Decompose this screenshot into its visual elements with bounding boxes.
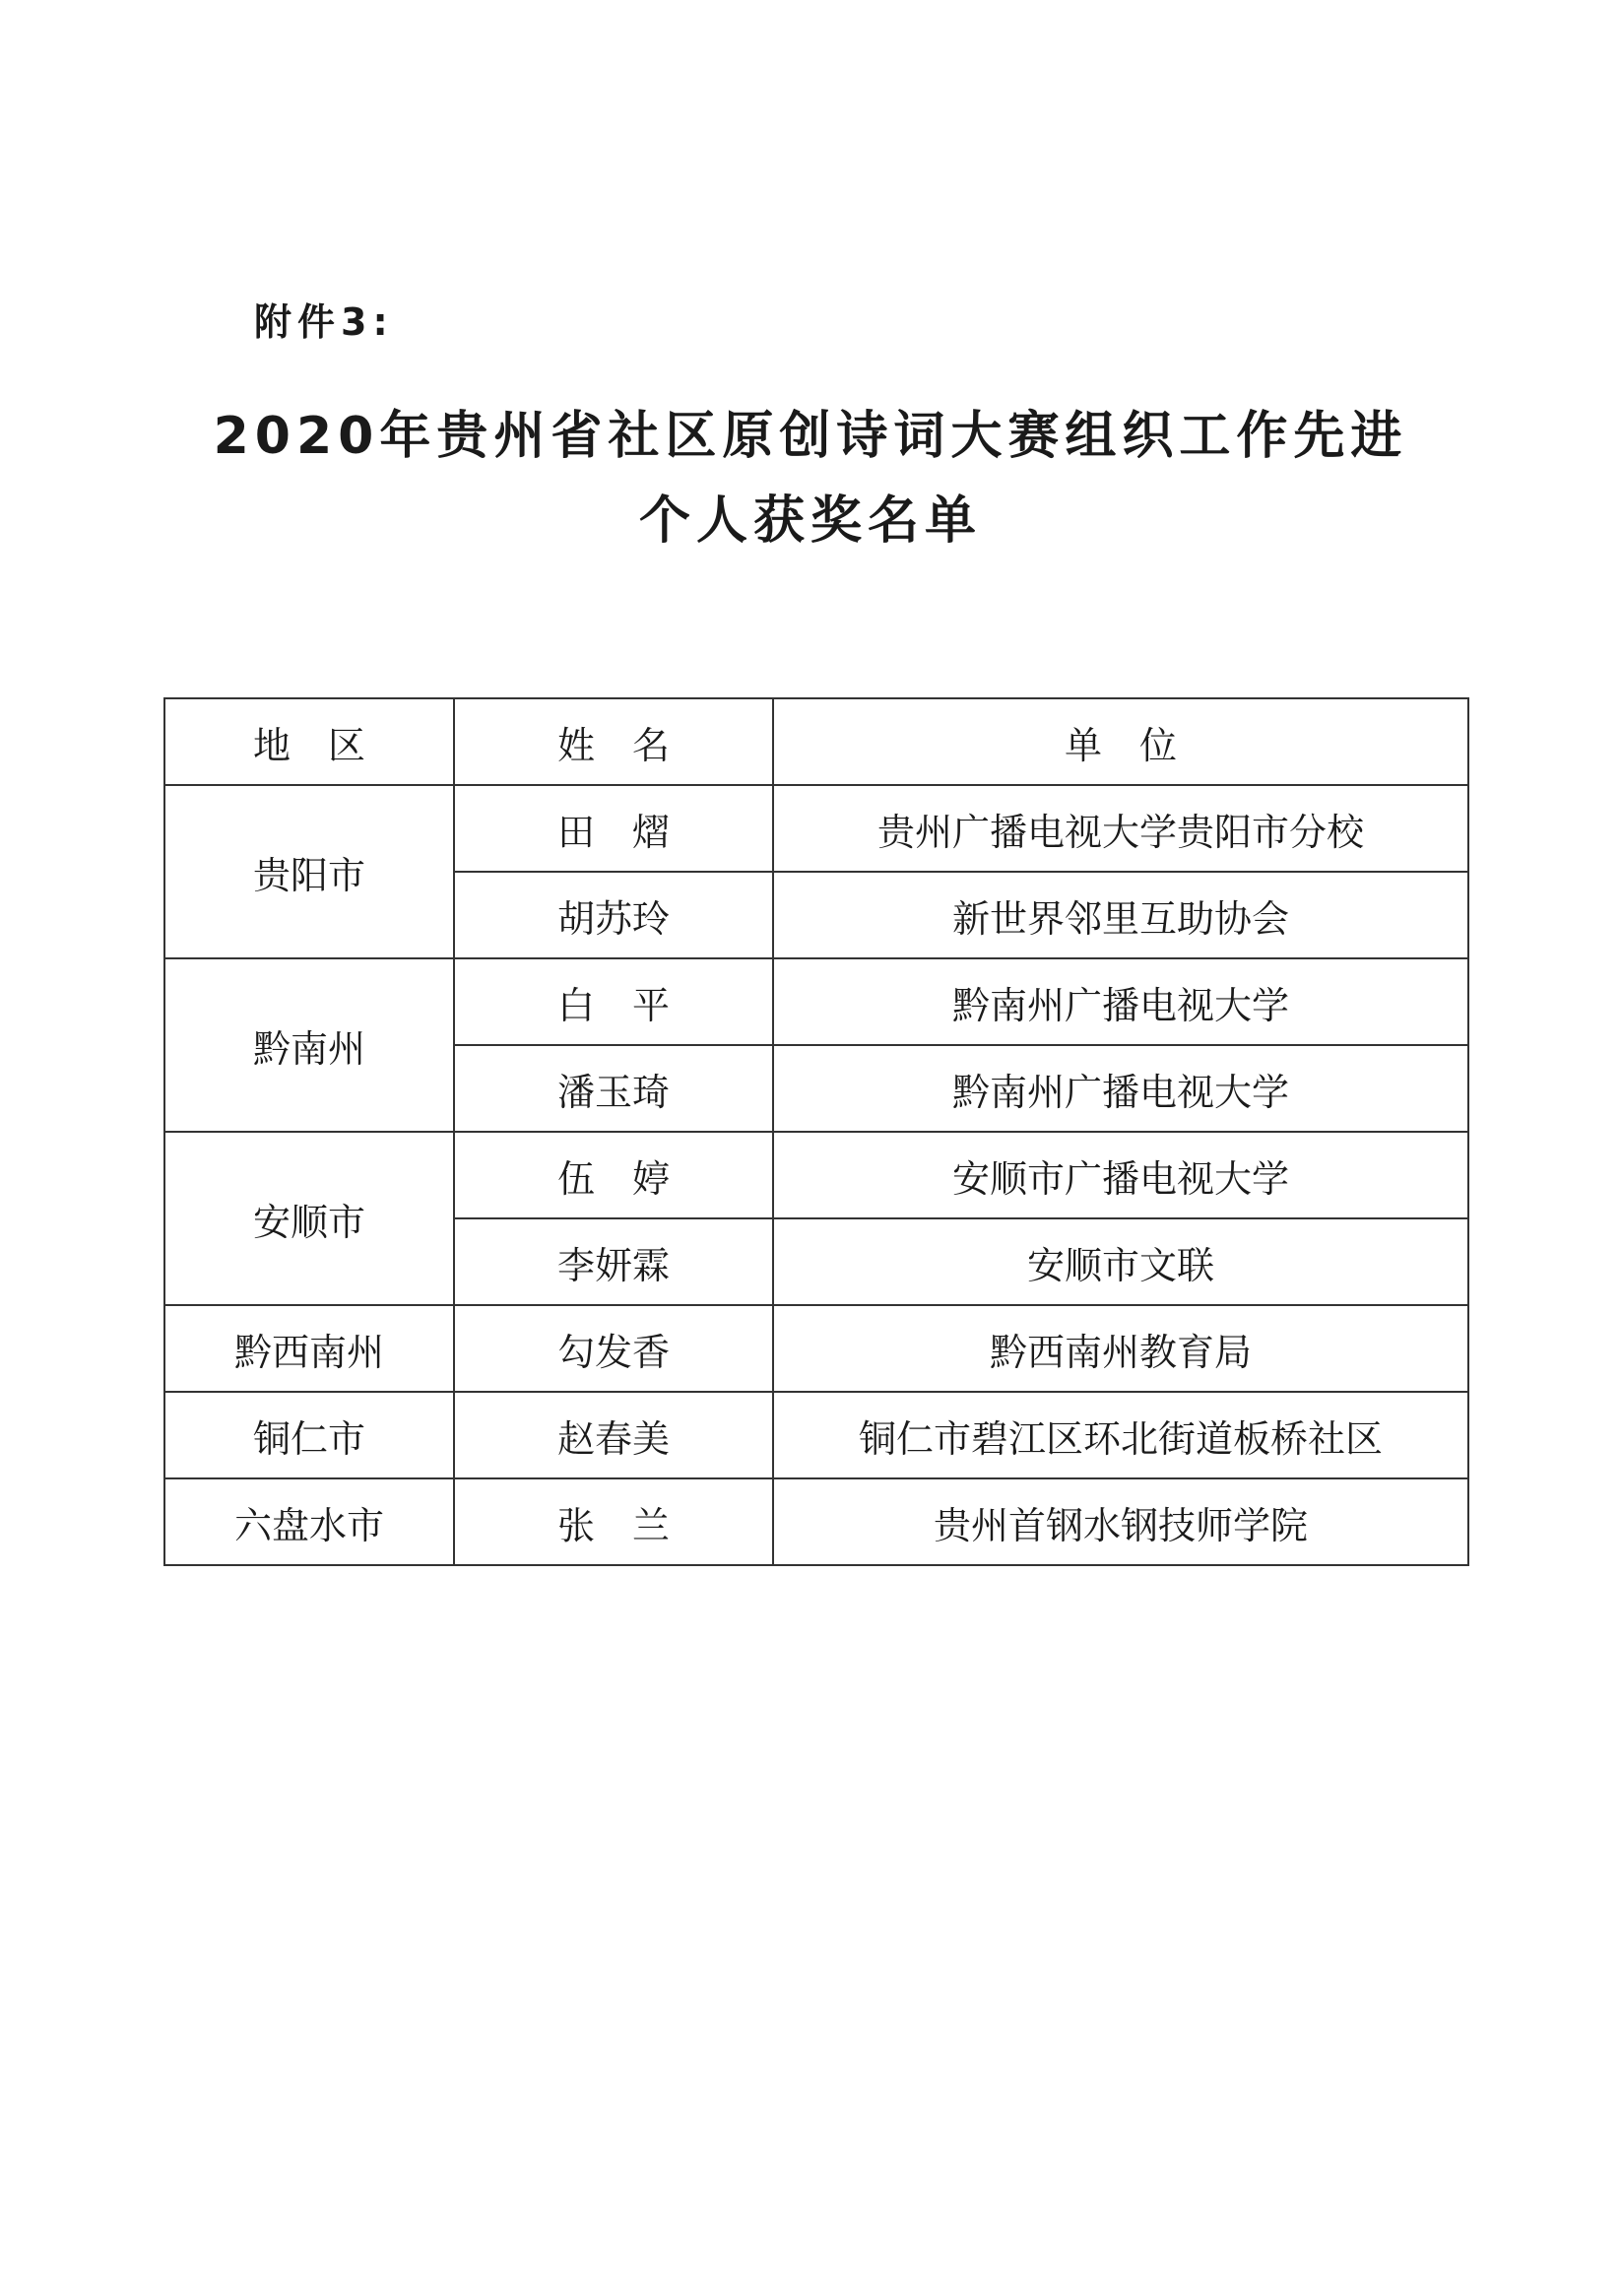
name-cell: 勾发香	[454, 1305, 773, 1392]
awards-table	[163, 697, 1469, 1566]
name-cell: 田 熠	[454, 785, 773, 872]
unit-cell: 安顺市文联	[773, 1218, 1468, 1305]
name-cell: 白 平	[454, 958, 773, 1045]
name-cell: 赵春美	[454, 1392, 773, 1478]
table-row	[164, 1305, 1468, 1392]
table-row	[164, 1392, 1468, 1478]
region-cell: 黔西南州	[164, 1305, 454, 1392]
page-title-line-1: 2020年贵州省社区原创诗词大赛组织工作先进	[213, 407, 1408, 466]
table-row	[164, 958, 1468, 1045]
table-row	[164, 785, 1468, 872]
region-cell: 黔南州	[164, 958, 454, 1132]
region-cell: 贵阳市	[164, 785, 454, 958]
unit-cell: 铜仁市碧江区环北街道板桥社区	[773, 1392, 1468, 1478]
table-row	[164, 1132, 1468, 1218]
unit-cell: 贵州首钢水钢技师学院	[773, 1478, 1468, 1565]
name-cell: 潘玉琦	[454, 1045, 773, 1132]
attachment-label: 附件3:	[254, 300, 394, 344]
unit-cell: 新世界邻里互助协会	[773, 872, 1468, 958]
header-name: 姓 名	[454, 698, 773, 785]
name-cell: 胡苏玲	[454, 872, 773, 958]
header-unit: 单 位	[773, 698, 1468, 785]
page-title-line-2: 个人获奖名单	[638, 492, 982, 551]
region-cell: 安顺市	[164, 1132, 454, 1305]
name-cell: 李妍霖	[454, 1218, 773, 1305]
unit-cell: 贵州广播电视大学贵阳市分校	[773, 785, 1468, 872]
unit-cell: 黔南州广播电视大学	[773, 1045, 1468, 1132]
name-cell: 伍 婷	[454, 1132, 773, 1218]
unit-cell: 黔西南州教育局	[773, 1305, 1468, 1392]
unit-cell: 黔南州广播电视大学	[773, 958, 1468, 1045]
header-region: 地 区	[164, 698, 454, 785]
table-row	[164, 1478, 1468, 1565]
region-cell: 铜仁市	[164, 1392, 454, 1478]
name-cell: 张 兰	[454, 1478, 773, 1565]
table-header-row	[164, 698, 1468, 785]
region-cell: 六盘水市	[164, 1478, 454, 1565]
unit-cell: 安顺市广播电视大学	[773, 1132, 1468, 1218]
